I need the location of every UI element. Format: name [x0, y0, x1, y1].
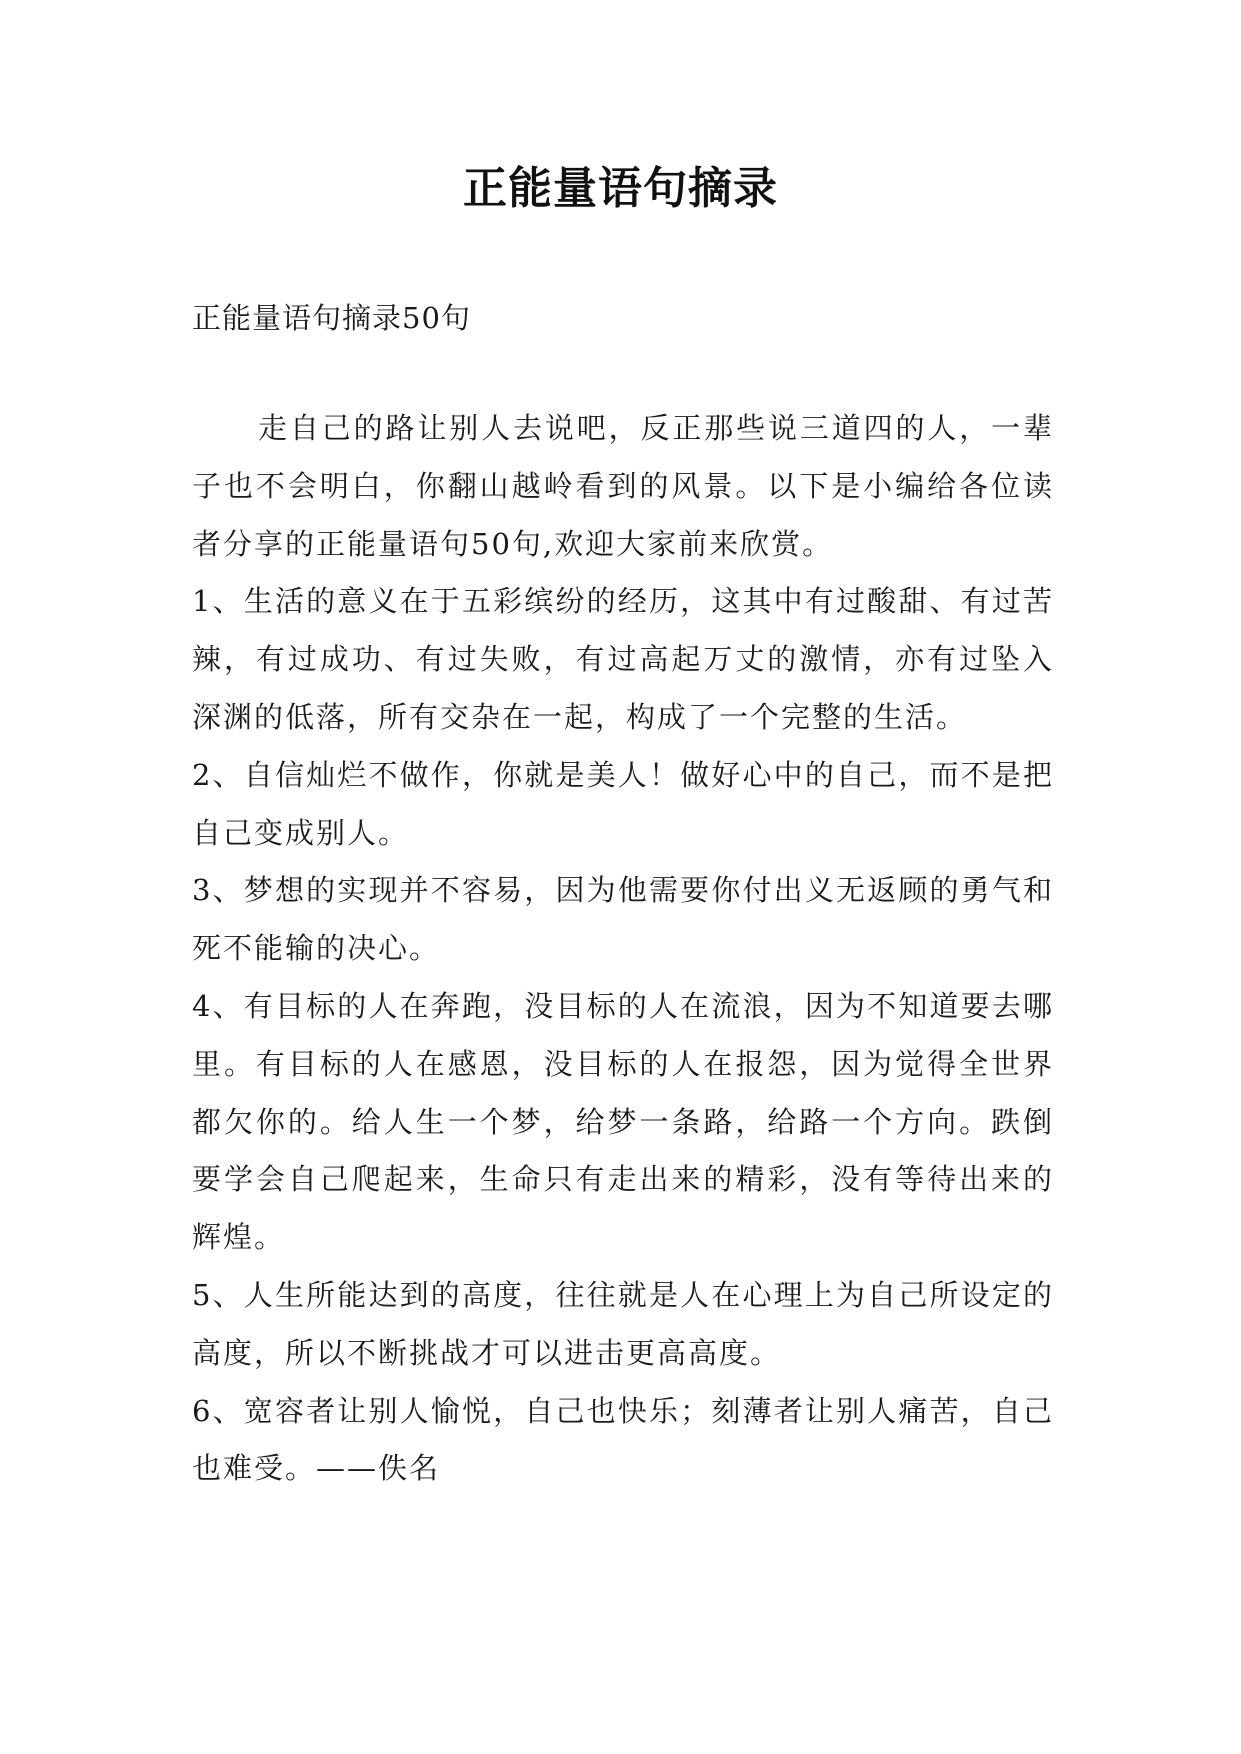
- document-title: 正能量语句摘录: [463, 163, 778, 214]
- quote-item-2: 2、自信灿烂不做作，你就是美人！做好心中的自己，而不是把自己变成别人。: [192, 757, 1054, 850]
- document-subtitle: 正能量语句摘录50句: [192, 301, 471, 335]
- quote-item-4: 4、有目标的人在奔跑，没目标的人在流浪，因为不知道要去哪里。有目标的人在感恩，没目标的人在报怨，因为觉得全世界都欠你的。给人生一个梦，给梦一条路，给路一个方向。跌倒要学会自己爬起来，生命只有走出来的精彩，没有等待出来的辉煌。: [192, 988, 1054, 1255]
- document-body: [192, 400, 1054, 1498]
- quote-item-5: 5、人生所能达到的高度，往往就是人在心理上为自己所设定的高度，所以不断挑战才可以进击更高高度。: [192, 1277, 1054, 1370]
- quote-item-3: 3、梦想的实现并不容易，因为他需要你付出义无返顾的勇气和死不能输的决心。: [192, 873, 1054, 966]
- intro-paragraph: 走自己的路让别人去说吧，反正那些说三道四的人，一辈子也不会明白，你翻山越岭看到的风景。以下是小编给各位读者分享的正能量语句50句,欢迎大家前来欣赏。: [192, 411, 1054, 561]
- quote-item-1: 1、生活的意义在于五彩缤纷的经历，这其中有过酸甜、有过苦辣，有过成功、有过失败，有过高起万丈的激情，亦有过坠入深渊的低落，所有交杂在一起，构成了一个完整的生活。: [192, 584, 1054, 734]
- quote-item-6: 6、宽容者让别人愉悦，自己也快乐；刻薄者让别人痛苦，自己也难受。——佚名: [192, 1393, 1054, 1486]
